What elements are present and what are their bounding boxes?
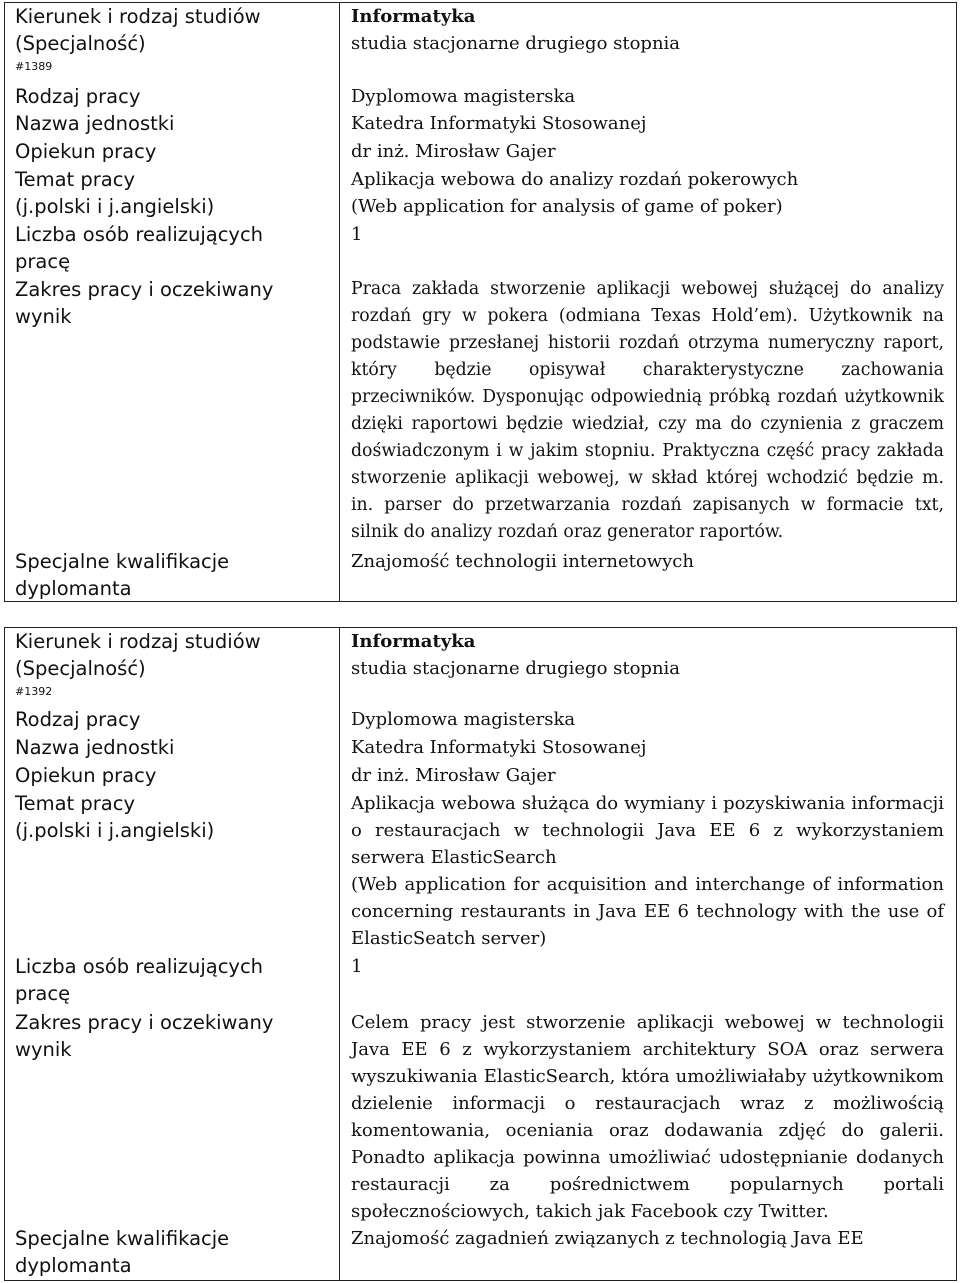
value-unit: Katedra Informatyki Stosowanej (351, 737, 647, 758)
label-topic (5, 166, 331, 220)
value-quals: Znajomość technologii internetowych (351, 551, 694, 572)
value-field (351, 3, 944, 57)
label-people-text: Liczba osób realizujących (15, 223, 264, 246)
value-field (351, 628, 944, 682)
value-field-sub: studia stacjonarne drugiego stopnia (351, 33, 681, 54)
label-scope-sub: wynik (15, 1038, 72, 1061)
record-number: #1392 (15, 685, 53, 698)
value-topic-pl: Aplikacja webowa do analizy rozdań pokerowych (351, 169, 799, 190)
label-field-text: Kierunek i rodzaj studiów (15, 630, 261, 653)
label-unit: Nazwa jednostki (15, 112, 175, 135)
label-topic-sub: (j.polski i j.angielski) (15, 819, 215, 842)
label-quals (5, 1225, 331, 1279)
label-field-text: Kierunek i rodzaj studiów (15, 5, 261, 28)
value-people: 1 (351, 956, 363, 977)
value-topic-en: (Web application for analysis of game of poker) (351, 196, 783, 217)
value-quals: Znajomość zagadnień związanych z technologią Java EE (351, 1228, 864, 1249)
label-scope-sub: wynik (15, 305, 72, 328)
label-quals-text: Specjalne kwalifikacje (15, 1227, 230, 1250)
label-topic-text: Temat pracy (15, 792, 135, 815)
label-supervisor: Opiekun pracy (15, 764, 157, 787)
label-people-text: Liczba osób realizujących (15, 955, 264, 978)
value-topic-en: (Web application for acquisition and interchange of information concerning restaurants in Java EE 6 technology with the use of ElasticSeatch server) (351, 874, 944, 949)
value-topic (351, 166, 944, 220)
value-field-text: Informatyka (351, 6, 476, 27)
label-quals (5, 548, 331, 602)
value-field-text: Informatyka (351, 631, 476, 652)
label-quals-text: Specjalne kwalifikacje (15, 550, 230, 573)
label-scope-text: Zakres pracy i oczekiwany (15, 278, 274, 301)
label-scope (5, 276, 331, 330)
value-type: Dyplomowa magisterska (351, 709, 576, 730)
label-quals-sub: dyplomanta (15, 577, 132, 600)
label-unit: Nazwa jednostki (15, 736, 175, 759)
thesis-card-1389 (4, 2, 957, 602)
label-field (5, 3, 331, 77)
value-topic (351, 790, 944, 952)
label-topic-text: Temat pracy (15, 168, 135, 191)
value-topic-pl: Aplikacja webowa służąca do wymiany i pozyskiwania informacji o restauracjach w technologii Java EE 6 z wykorzystaniem serwera ElasticSearch (351, 793, 944, 868)
label-scope-text: Zakres pracy i oczekiwany (15, 1011, 274, 1034)
label-type: Rodzaj pracy (15, 85, 141, 108)
label-type: Rodzaj pracy (15, 708, 141, 731)
label-field (5, 628, 331, 702)
value-type: Dyplomowa magisterska (351, 86, 576, 107)
value-supervisor: dr inż. Mirosław Gajer (351, 765, 556, 786)
value-scope: Praca zakłada stworzenie aplikacji webowej służącej do analizy rozdań gry w pokera (odmiana Texas Hold’em). Użytkownik na podstawie przesłanej historii rozdań otrzyma numeryczny raport, który będzie opisywał charakterystyczne zachowania przeciwników. Dysponując odpowiednią próbką rozdań użytkownik dzięki raportowi będzie wiedział, czy ma do czynienia z graczem doświadczonym i w jakim stopniu. Praktyczna część pracy zakłada stworzenie aplikacji webowej, w skład której wchodzić będzie m. in. parser do przetwarzania rozdań zapisanych w formacie txt, silnik do analizy rozdań oraz generator raportów. (351, 279, 944, 542)
value-unit: Katedra Informatyki Stosowanej (351, 113, 647, 134)
label-people-sub: pracę (15, 982, 71, 1005)
label-quals-sub: dyplomanta (15, 1254, 132, 1277)
value-people: 1 (351, 224, 363, 245)
value-supervisor: dr inż. Mirosław Gajer (351, 141, 556, 162)
label-topic-sub: (j.polski i j.angielski) (15, 195, 215, 218)
label-people-sub: pracę (15, 250, 71, 273)
label-field-sub: (Specjalność) (15, 657, 146, 680)
value-scope: Celem pracy jest stworzenie aplikacji webowej w technologii Java EE 6 z wykorzystaniem architektury SOA oraz serwera wyszukiwania ElasticSearch, która umożliwiałaby użytkownikom dzielenie informacji o restauracjach wraz z możliwością komentowania, oceniania oraz dodawania zdjęć do galerii. Ponadto aplikacja powinna umożliwiać udostępnianie dodanych restauracji za pośrednictwem popularnych portali społecznościowych, takich jak Facebook czy Twitter. (351, 1012, 944, 1222)
record-number: #1389 (15, 60, 53, 73)
label-topic (5, 790, 331, 844)
thesis-card-1392 (4, 627, 957, 1281)
label-people (5, 221, 331, 275)
label-scope (5, 1009, 331, 1063)
label-supervisor: Opiekun pracy (15, 140, 157, 163)
value-field-sub: studia stacjonarne drugiego stopnia (351, 658, 681, 679)
label-field-sub: (Specjalność) (15, 32, 146, 55)
label-people (5, 953, 331, 1007)
